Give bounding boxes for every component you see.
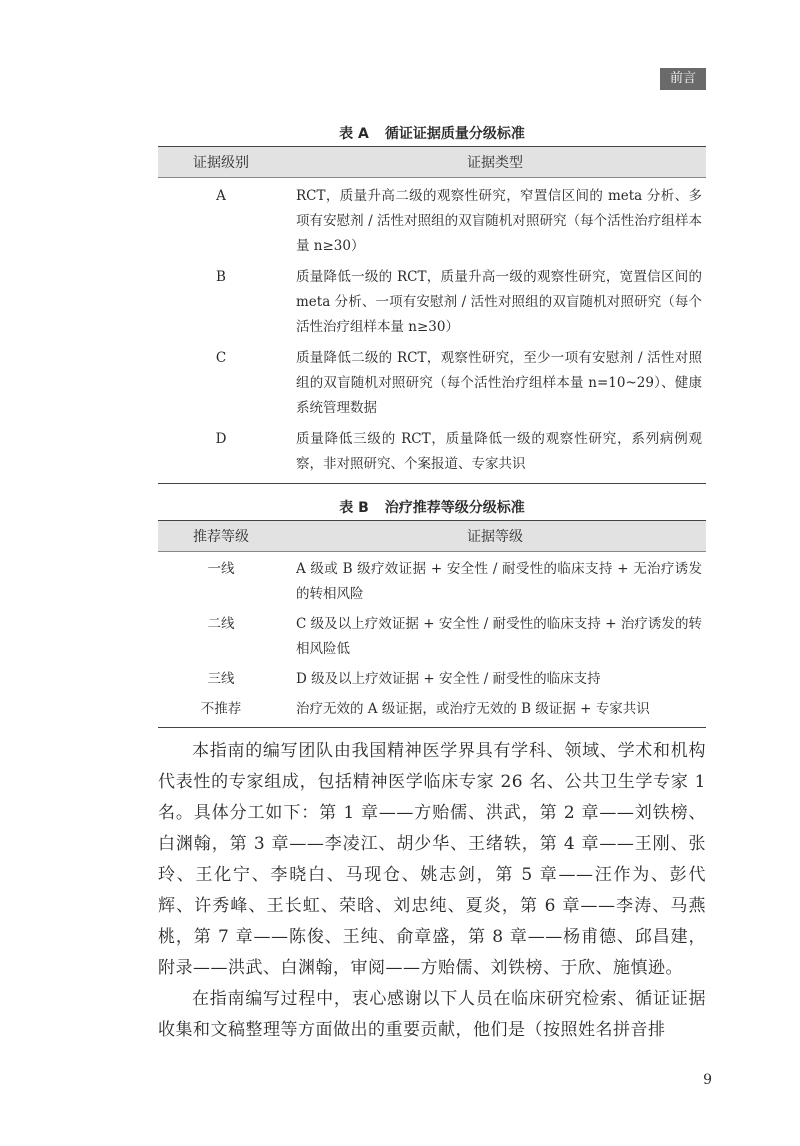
row-text: D 级及以上疗效证据 + 安全性 / 耐受性的临床支持 (296, 671, 601, 687)
table-header-row (158, 521, 706, 552)
row-level: 一线 (207, 561, 235, 577)
table-b-label: 表 B (339, 500, 369, 516)
page-number: 9 (703, 1072, 712, 1088)
row-text: 质量降低三级的 RCT，质量降低一级的观察性研究，系列病例观察，非对照研究、个案报道、专家共识 (284, 427, 706, 484)
table-b-block (158, 496, 706, 728)
row-text: 治疗无效的 A 级证据，或治疗无效的 B 级证据 + 专家共识 (284, 697, 706, 728)
row-text: A 级或 B 级疗效证据 + 安全性 / 耐受性的临床支持 + 无治疗诱发的转相风险 (296, 561, 702, 602)
paragraph: 本指南的编写团队由我国精神医学界具有学科、领域、学术和机构代表性的专家组成，包括精神医学临床专家 26 名、公共卫生学专家 1 名。具体分工如下：第 1 章——方贻儒、洪武，第 2 章——刘铁榜、白渊翰，第 3 章——李凌江、胡少华、王绪轶，第 4 章——王刚、张玲、王化宁、李晓白、马现仓、姚志剑，第 5 章——汪作为、彭代辉、许秀峰、王长虹、荣晗、刘忠纯、夏炎，第 6 章——李涛、马燕桃，第 7 章——陈俊、王纯、俞章盛，第 8 章——杨甫德、邱昌建，附录——洪武、白渊翰，审阅——方贻儒、刘铁榜、于欣、施慎逊。 (158, 741, 706, 978)
row-level: D (158, 427, 284, 484)
section-tag: 前言 (660, 68, 706, 90)
table-a-block (158, 122, 706, 484)
table-b-caption: 治疗推荐等级分级标准 (384, 500, 525, 516)
table-a-caption: 循证证据质量分级标准 (384, 126, 525, 142)
row-level: C (215, 350, 227, 366)
column-header-type: 证据类型 (284, 147, 706, 178)
table-a-label: 表 A (339, 126, 369, 142)
evidence-grade-table (158, 146, 706, 484)
table-row (158, 697, 706, 728)
table-row (158, 346, 706, 427)
table-row (158, 552, 706, 613)
column-header-type: 证据等级 (284, 521, 706, 552)
column-header-level: 推荐等级 (158, 521, 284, 552)
table-row (158, 265, 706, 346)
row-level: B (216, 269, 226, 285)
column-header-level: 证据级别 (158, 147, 284, 178)
row-text: RCT，质量升高二级的观察性研究，窄置信区间的 meta 分析、多项有安慰剂 / 活性对照组的双盲随机对照研究（每个活性治疗组样本量 n≥30） (296, 188, 702, 254)
row-text: 质量降低二级的 RCT，观察性研究，至少一项有安慰剂 / 活性对照组的双盲随机对照研究（每个活性治疗组样本量 n=10~29）、健康系统管理数据 (296, 350, 702, 416)
row-text: C 级及以上疗效证据 + 安全性 / 耐受性的临床支持 + 治疗诱发的转相风险低 (296, 616, 702, 657)
row-level: A (216, 188, 226, 204)
table-a-title (158, 122, 706, 146)
row-level: 二线 (207, 616, 235, 632)
table-b-title (158, 496, 706, 520)
row-level: 三线 (207, 671, 235, 687)
table-row (158, 178, 706, 266)
table-row (158, 427, 706, 484)
paragraph: 在指南编写过程中，衷心感谢以下人员在临床研究检索、循证证据收集和文稿整理等方面做出的重要贡献，他们是（按照姓名拼音排 (158, 989, 706, 1040)
table-row (158, 612, 706, 667)
table-header-row (158, 147, 706, 178)
recommendation-grade-table (158, 520, 706, 728)
table-row (158, 667, 706, 697)
row-text: 质量降低一级的 RCT，质量升高一级的观察性研究，宽置信区间的 meta 分析、一项有安慰剂 / 活性对照组的双盲随机对照研究（每个活性治疗组样本量 n≥30） (296, 269, 702, 335)
body-text (158, 736, 706, 1046)
row-level: 不推荐 (158, 697, 284, 728)
